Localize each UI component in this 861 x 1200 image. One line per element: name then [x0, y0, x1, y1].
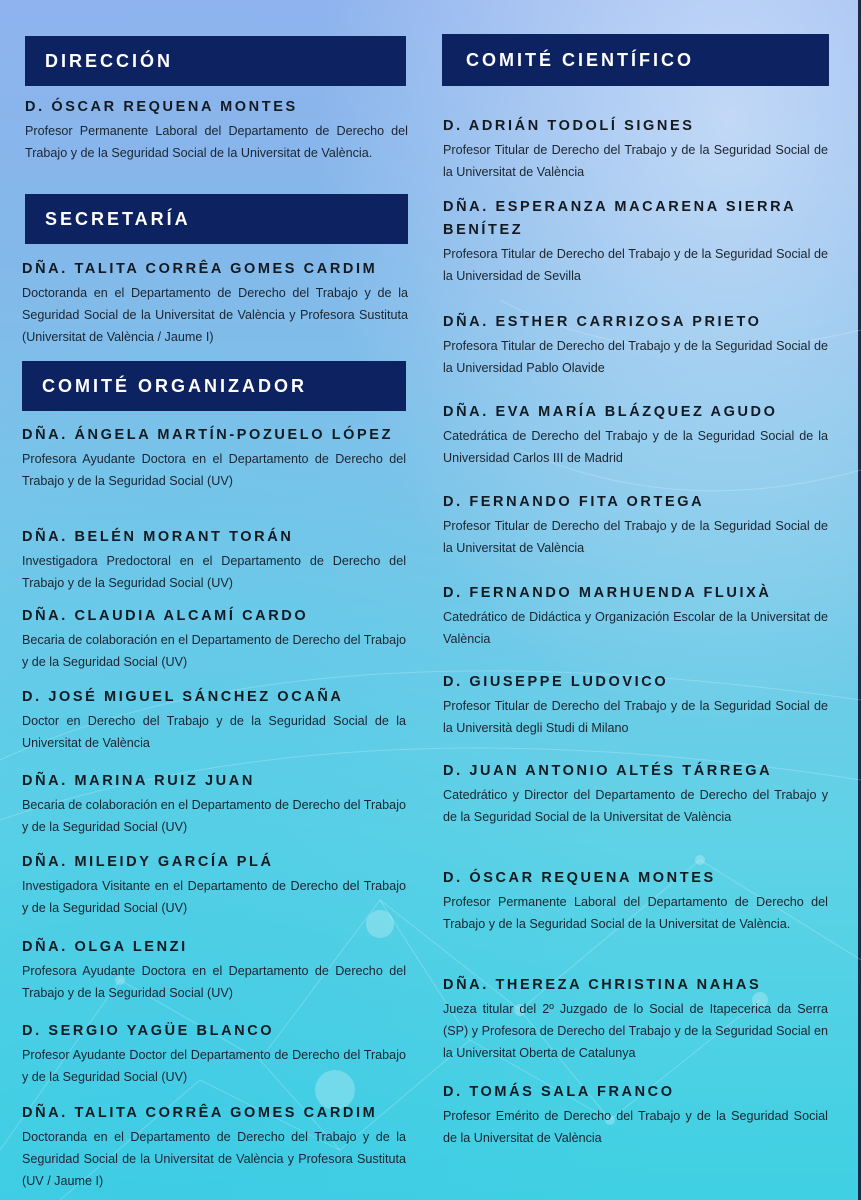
- person-description: Becaria de colaboración en el Departamento de Derecho del Trabajo y de la Seguridad Social (UV): [22, 798, 406, 834]
- person-description: Profesor Titular de Derecho del Trabajo y de la Seguridad Social de la Universitat de València: [443, 519, 828, 555]
- person-name: DÑA. TALITA CORRÊA GOMES CARDIM: [22, 1105, 378, 1121]
- person-description: Profesor Permanente Laboral del Departamento de Derecho del Trabajo y de la Seguridad Social de la Universitat de València.: [25, 124, 408, 160]
- person-name: D. ADRIÁN TODOLÍ SIGNES: [443, 118, 695, 134]
- scientific-entry: [443, 401, 828, 469]
- person-description: Profesor Titular de Derecho del Trabajo y de la Seguridad Social de la Universitat de València: [443, 143, 828, 179]
- scientific-entry: [443, 582, 828, 650]
- person-description: Profesor Ayudante Doctor del Departamento de Derecho del Trabajo y de la Seguridad Social (UV): [22, 1048, 406, 1084]
- person-description: Profesora Titular de Derecho del Trabajo y de la Seguridad Social de la Universidad Pablo Olavide: [443, 339, 828, 375]
- scientific-entry: [443, 115, 828, 183]
- person-description: Doctoranda en el Departamento de Derecho del Trabajo y de la Seguridad Social de la Universitat de València y Profesora Sustituta (Universitat de València / Jaume I): [22, 286, 408, 344]
- person-name: DÑA. TALITA CORRÊA GOMES CARDIM: [22, 261, 378, 277]
- heading-comite-organizador-label: COMITÉ ORGANIZADOR: [42, 375, 307, 396]
- person-name: D. ÓSCAR REQUENA MONTES: [443, 870, 716, 886]
- person-name: D. JUAN ANTONIO ALTÉS TÁRREGA: [443, 763, 773, 779]
- person-name: DÑA. ÁNGELA MARTÍN-POZUELO LÓPEZ: [22, 427, 394, 443]
- person-description: Profesora Titular de Derecho del Trabajo y de la Seguridad Social de la Universidad de Sevilla: [443, 247, 828, 283]
- person-name: D. FERNANDO FITA ORTEGA: [443, 494, 705, 510]
- scientific-entry: [443, 196, 828, 287]
- person-description: Investigadora Visitante en el Departamento de Derecho del Trabajo y de la Seguridad Social (UV): [22, 879, 406, 915]
- scientific-entry: [443, 311, 828, 379]
- person-description: Catedrática de Derecho del Trabajo y de la Seguridad Social de la Universidad Carlos III de Madrid: [443, 429, 828, 465]
- organizer-entry: [22, 526, 406, 594]
- organizer-entry: [22, 936, 406, 1004]
- person-name: DÑA. ESPERANZA MACARENA SIERRA BENÍTEZ: [443, 199, 796, 238]
- person-name: DÑA. OLGA LENZI: [22, 939, 188, 955]
- scientific-entry: [443, 671, 828, 739]
- person-description: Profesora Ayudante Doctora en el Departamento de Derecho del Trabajo y de la Seguridad Social (UV): [22, 452, 406, 488]
- heading-direccion-label: DIRECCIÓN: [45, 50, 174, 71]
- secretaria-entry: [22, 258, 408, 348]
- person-name: DÑA. BELÉN MORANT TORÁN: [22, 529, 294, 545]
- person-name: DÑA. MARINA RUIZ JUAN: [22, 773, 255, 789]
- scientific-entry: [443, 1081, 828, 1149]
- person-description: Becaria de colaboración en el Departamento de Derecho del Trabajo y de la Seguridad Social (UV): [22, 633, 406, 669]
- heading-comite-cientifico-label: COMITÉ CIENTÍFICO: [466, 49, 694, 70]
- organizer-entry: [22, 424, 406, 492]
- person-description: Investigadora Predoctoral en el Departamento de Derecho del Trabajo y de la Seguridad Social (UV): [22, 554, 406, 590]
- person-name: DÑA. MILEIDY GARCÍA PLÁ: [22, 854, 274, 870]
- person-name: DÑA. ESTHER CARRIZOSA PRIETO: [443, 314, 762, 330]
- person-name: DÑA. THEREZA CHRISTINA NAHAS: [443, 977, 762, 993]
- organizer-entry: [22, 770, 406, 838]
- organizer-entry: [22, 605, 406, 673]
- organizer-entry: [22, 1020, 406, 1088]
- organizer-entry: [22, 686, 406, 754]
- direccion-entry: [25, 96, 408, 164]
- person-description: Doctoranda en el Departamento de Derecho del Trabajo y de la Seguridad Social de la Universitat de València y Profesora Sustituta (UV / Jaume I): [22, 1130, 406, 1188]
- heading-secretaria: [25, 194, 408, 244]
- person-description: Profesor Permanente Laboral del Departamento de Derecho del Trabajo y de la Seguridad Social de la Universitat de València.: [443, 895, 828, 931]
- heading-direccion: [25, 36, 406, 86]
- person-name: D. FERNANDO MARHUENDA FLUIXÀ: [443, 585, 772, 601]
- person-description: Catedrático de Didáctica y Organización Escolar de la Universitat de València: [443, 610, 828, 646]
- organizer-entry: [22, 851, 406, 919]
- person-name: D. GIUSEPPE LUDOVICO: [443, 674, 669, 690]
- heading-comite-organizador: [22, 361, 406, 411]
- organizer-entry: [22, 1102, 406, 1192]
- person-name: DÑA. CLAUDIA ALCAMÍ CARDO: [22, 608, 309, 624]
- scientific-entry: [443, 867, 828, 935]
- person-description: Profesor Emérito de Derecho del Trabajo y de la Seguridad Social de la Universitat de València: [443, 1109, 828, 1145]
- heading-secretaria-label: SECRETARÍA: [45, 208, 191, 229]
- person-description: Doctor en Derecho del Trabajo y de la Seguridad Social de la Universitat de València: [22, 714, 406, 750]
- scientific-entry: [443, 974, 828, 1064]
- person-name: DÑA. EVA MARÍA BLÁZQUEZ AGUDO: [443, 404, 778, 420]
- person-description: Jueza titular del 2º Juzgado de lo Social de Itapecerica da Serra (SP) y Profesora de Derecho del Trabajo y de la Seguridad Social en la Universitat Oberta de Catalunya: [443, 1002, 828, 1060]
- scientific-entry: [443, 491, 828, 559]
- person-name: D. JOSÉ MIGUEL SÁNCHEZ OCAÑA: [22, 689, 344, 705]
- scientific-entry: [443, 760, 828, 828]
- person-description: Profesora Ayudante Doctora en el Departamento de Derecho del Trabajo y de la Seguridad Social (UV): [22, 964, 406, 1000]
- person-name: D. ÓSCAR REQUENA MONTES: [25, 99, 298, 115]
- heading-comite-cientifico: [442, 34, 829, 86]
- person-name: D. SERGIO YAGÜE BLANCO: [22, 1023, 275, 1039]
- person-description: Catedrático y Director del Departamento de Derecho del Trabajo y de la Seguridad Social de la Universitat de València: [443, 788, 828, 824]
- person-description: Profesor Titular de Derecho del Trabajo y de la Seguridad Social de la Università degli Studi di Milano: [443, 699, 828, 735]
- person-name: D. TOMÁS SALA FRANCO: [443, 1084, 675, 1100]
